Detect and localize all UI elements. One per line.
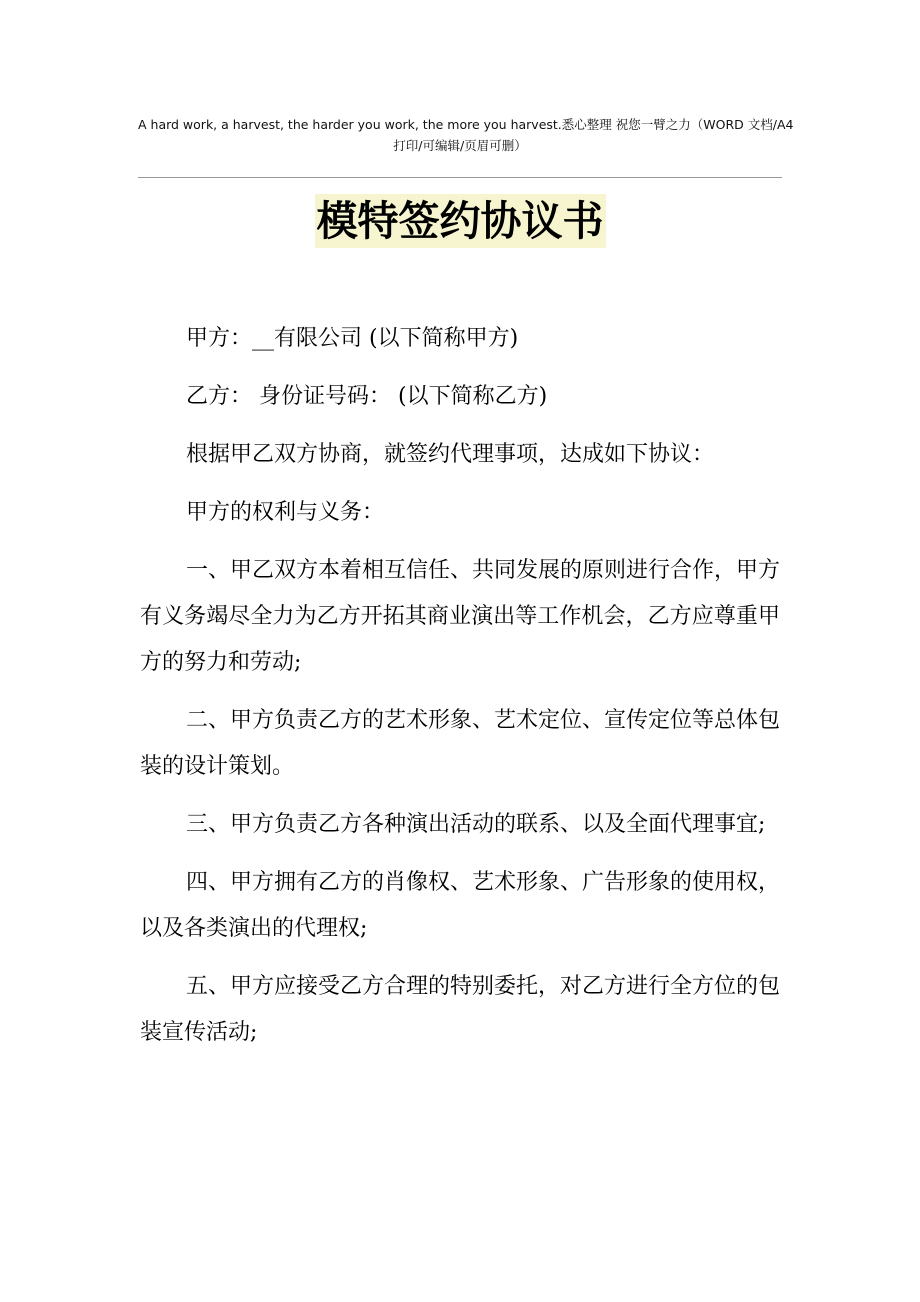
clause-4: 四、甲方拥有乙方的肖像权、艺术形象、广告形象的使用权，以及各类演出的代理权; [140, 870, 781, 941]
clause-1: 一、甲乙双方本着相互信任、共同发展的原则进行合作，甲方有义务竭尽全力为乙方开拓其商业演出等工作机会，乙方应尊重甲方的努力和劳动; [140, 558, 781, 675]
clause-2: 二、甲方负责乙方的艺术形象、艺术定位、宣传定位等总体包装的设计策划。 [140, 708, 781, 779]
document-body [140, 316, 780, 1068]
section-heading-party-a: 甲方的权利与义务： [186, 500, 385, 525]
page-header [138, 114, 794, 156]
agreement-intro: 根据甲乙双方协商，就签约代理事项，达成如下协议： [186, 442, 715, 467]
header-text-line-1: A hard work, a harvest, the harder you work, the more you harvest.悉心整理 祝您一臂之力（WORD 文档/A4 [138, 117, 794, 132]
header-text-line-2: 打印/可编辑/页眉可删） [393, 138, 527, 153]
party-a-line: 甲方：__有限公司 (以下简称甲方) [186, 326, 519, 351]
clause-3: 三、甲方负责乙方各种演出活动的联系、以及全面代理事宜; [186, 812, 766, 837]
party-b-line: 乙方： 身份证号码： (以下简称乙方) [186, 384, 548, 409]
title-container [0, 194, 920, 248]
clause-5: 五、甲方应接受乙方合理的特别委托，对乙方进行全方位的包装宣传活动; [140, 974, 781, 1045]
document-title: 模特签约协议书 [315, 194, 606, 248]
header-divider [138, 177, 782, 178]
